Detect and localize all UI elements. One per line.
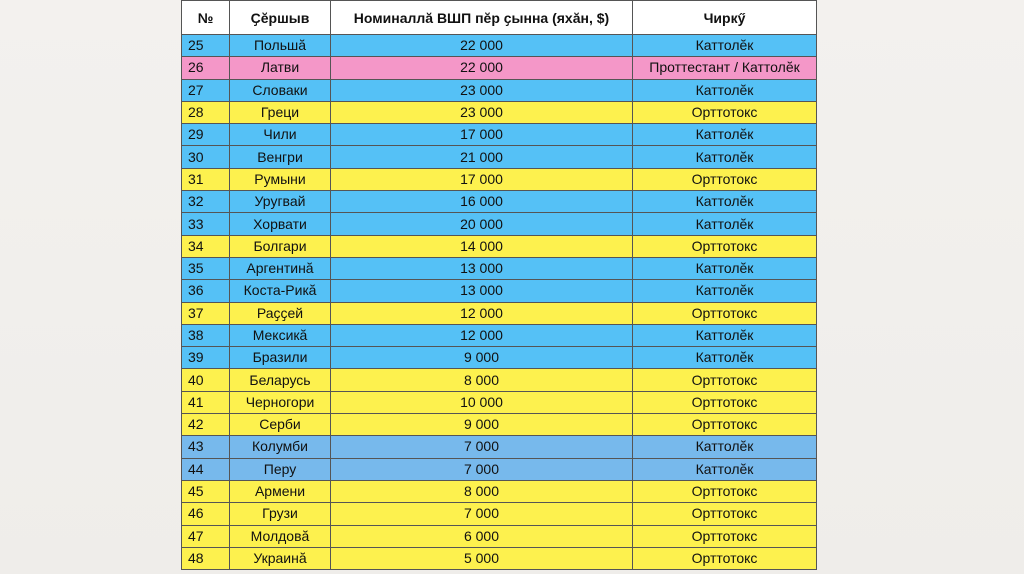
table-row [182, 213, 817, 235]
cell-church: Орттотокс [633, 101, 817, 123]
cell-number: 41 [182, 391, 230, 413]
table-row [182, 414, 817, 436]
table-row [182, 324, 817, 346]
cell-country: Латви [230, 57, 331, 79]
cell-number: 35 [182, 257, 230, 279]
cell-country: Румыни [230, 168, 331, 190]
cell-number: 38 [182, 324, 230, 346]
cell-gdp: 14 000 [331, 235, 633, 257]
cell-church: Орттотокс [633, 503, 817, 525]
cell-church: Каттолӗк [633, 213, 817, 235]
cell-gdp: 22 000 [331, 57, 633, 79]
table-row [182, 57, 817, 79]
cell-country: Армени [230, 480, 331, 502]
cell-country: Колумби [230, 436, 331, 458]
cell-country: Коста-Рикӑ [230, 280, 331, 302]
cell-number: 43 [182, 436, 230, 458]
table-row [182, 146, 817, 168]
cell-church: Каттолӗк [633, 347, 817, 369]
cell-country: Молдовӑ [230, 525, 331, 547]
cell-church: Каттолӗк [633, 436, 817, 458]
table-row [182, 369, 817, 391]
cell-number: 29 [182, 124, 230, 146]
cell-country: Хорвати [230, 213, 331, 235]
cell-number: 46 [182, 503, 230, 525]
cell-gdp: 17 000 [331, 124, 633, 146]
cell-church: Каттолӗк [633, 191, 817, 213]
cell-number: 47 [182, 525, 230, 547]
cell-country: Венгри [230, 146, 331, 168]
cell-church: Каттолӗк [633, 458, 817, 480]
table-row [182, 124, 817, 146]
table-row [182, 547, 817, 569]
cell-number: 40 [182, 369, 230, 391]
cell-gdp: 10 000 [331, 391, 633, 413]
cell-country: Украинӑ [230, 547, 331, 569]
cell-gdp: 13 000 [331, 257, 633, 279]
cell-number: 34 [182, 235, 230, 257]
cell-gdp: 13 000 [331, 280, 633, 302]
cell-number: 26 [182, 57, 230, 79]
cell-church: Орттотокс [633, 414, 817, 436]
cell-country: Болгари [230, 235, 331, 257]
table-row [182, 35, 817, 57]
cell-church: Орттотокс [633, 480, 817, 502]
cell-number: 39 [182, 347, 230, 369]
cell-number: 32 [182, 191, 230, 213]
cell-gdp: 12 000 [331, 302, 633, 324]
table-row [182, 79, 817, 101]
header-church: Чиркӳ [633, 1, 817, 35]
cell-number: 45 [182, 480, 230, 502]
cell-number: 30 [182, 146, 230, 168]
table-row [182, 302, 817, 324]
table-row [182, 280, 817, 302]
cell-church: Каттолӗк [633, 146, 817, 168]
cell-gdp: 16 000 [331, 191, 633, 213]
table-row [182, 347, 817, 369]
table-row [182, 391, 817, 413]
cell-church: Проттестант / Каттолӗк [633, 57, 817, 79]
cell-gdp: 9 000 [331, 347, 633, 369]
table-row [182, 191, 817, 213]
cell-church: Орттотокс [633, 525, 817, 547]
table-row [182, 436, 817, 458]
cell-country: Мексикӑ [230, 324, 331, 346]
cell-church: Орттотокс [633, 547, 817, 569]
cell-country: Черногори [230, 391, 331, 413]
cell-church: Орттотокс [633, 235, 817, 257]
cell-gdp: 6 000 [331, 525, 633, 547]
table-row [182, 235, 817, 257]
cell-country: Раҫҫей [230, 302, 331, 324]
cell-church: Каттолӗк [633, 257, 817, 279]
cell-church: Орттотокс [633, 369, 817, 391]
header-gdp: Номиналлӑ ВШП пӗр ҫынна (яхӑн, $) [331, 1, 633, 35]
gdp-religion-table [181, 0, 817, 570]
cell-country: Польшӑ [230, 35, 331, 57]
table-body [182, 35, 817, 570]
cell-gdp: 12 000 [331, 324, 633, 346]
cell-church: Каттолӗк [633, 280, 817, 302]
cell-church: Орттотокс [633, 302, 817, 324]
cell-country: Греци [230, 101, 331, 123]
cell-gdp: 21 000 [331, 146, 633, 168]
cell-church: Орттотокс [633, 168, 817, 190]
table-header [182, 1, 817, 35]
cell-gdp: 8 000 [331, 369, 633, 391]
cell-country: Словаки [230, 79, 331, 101]
cell-church: Орттотокс [633, 391, 817, 413]
cell-church: Каттолӗк [633, 79, 817, 101]
cell-gdp: 17 000 [331, 168, 633, 190]
table-row [182, 257, 817, 279]
cell-country: Аргентинӑ [230, 257, 331, 279]
cell-church: Каттолӗк [633, 324, 817, 346]
cell-country: Уругвай [230, 191, 331, 213]
table-row [182, 458, 817, 480]
table-row [182, 503, 817, 525]
cell-church: Каттолӗк [633, 124, 817, 146]
cell-gdp: 20 000 [331, 213, 633, 235]
cell-gdp: 23 000 [331, 101, 633, 123]
cell-church: Каттолӗк [633, 35, 817, 57]
header-country: Ҫӗршыв [230, 1, 331, 35]
cell-gdp: 9 000 [331, 414, 633, 436]
cell-country: Серби [230, 414, 331, 436]
table-row [182, 168, 817, 190]
cell-number: 28 [182, 101, 230, 123]
cell-number: 37 [182, 302, 230, 324]
cell-country: Бразили [230, 347, 331, 369]
cell-number: 33 [182, 213, 230, 235]
cell-number: 27 [182, 79, 230, 101]
cell-gdp: 7 000 [331, 503, 633, 525]
table-row [182, 101, 817, 123]
cell-number: 31 [182, 168, 230, 190]
cell-gdp: 22 000 [331, 35, 633, 57]
cell-country: Грузи [230, 503, 331, 525]
cell-country: Чили [230, 124, 331, 146]
table-row [182, 525, 817, 547]
cell-gdp: 7 000 [331, 436, 633, 458]
cell-gdp: 5 000 [331, 547, 633, 569]
cell-gdp: 23 000 [331, 79, 633, 101]
cell-number: 44 [182, 458, 230, 480]
cell-gdp: 7 000 [331, 458, 633, 480]
header-row [182, 1, 817, 35]
cell-country: Беларусь [230, 369, 331, 391]
cell-number: 36 [182, 280, 230, 302]
data-table-container [181, 0, 816, 570]
cell-number: 42 [182, 414, 230, 436]
cell-country: Перу [230, 458, 331, 480]
table-row [182, 480, 817, 502]
cell-gdp: 8 000 [331, 480, 633, 502]
header-number: № [182, 1, 230, 35]
cell-number: 25 [182, 35, 230, 57]
cell-number: 48 [182, 547, 230, 569]
